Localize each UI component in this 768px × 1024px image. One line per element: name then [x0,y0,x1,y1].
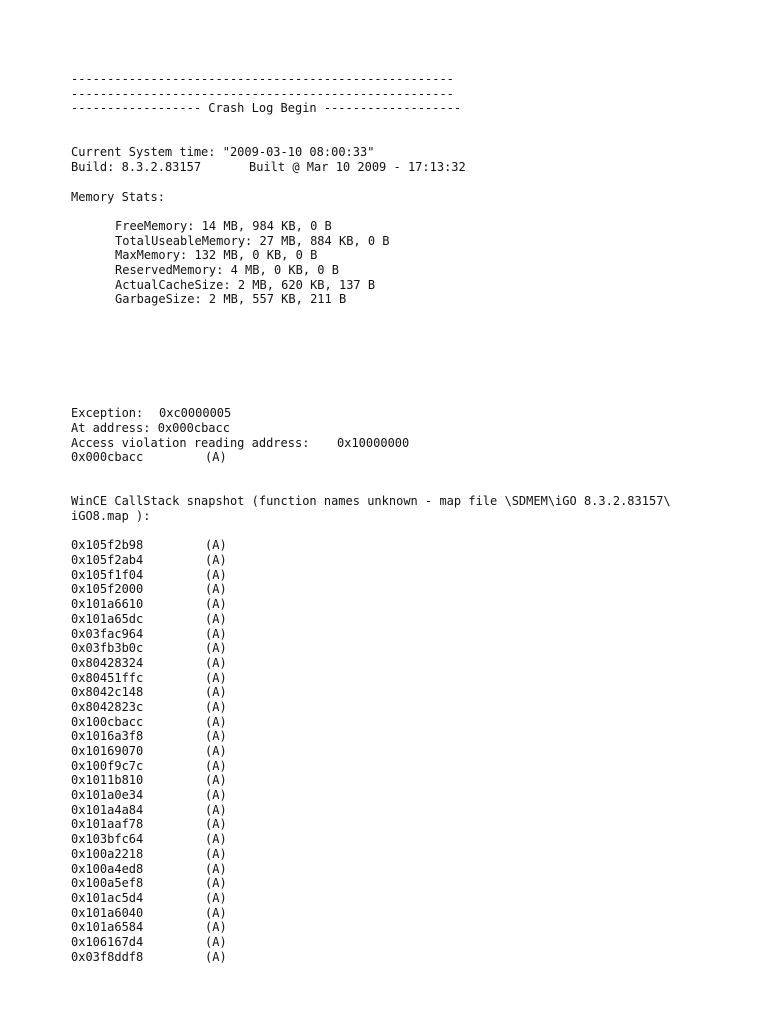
callstack-frame [71,803,731,818]
frame-flag: (A) [205,567,227,582]
callstack-frame [71,906,731,921]
frame-address: 0x101aaf78 [71,817,144,832]
frame-flag: (A) [205,905,227,920]
callstack-frame [71,891,731,906]
callstack-frame [71,700,731,715]
callstack-frame [71,935,731,950]
frame-address: 0x80428324 [71,655,144,670]
callstack-frame [71,876,731,891]
frame-address: 0x101ac5d4 [71,890,144,905]
frame-address: 0x100f9c7c [71,758,144,773]
build-value: 8.3.2.83157 [121,160,202,175]
frame-flag: (A) [205,670,227,685]
frame-flag: (A) [205,655,227,670]
frame-flag: (A) [205,758,227,773]
frame-address: 0x105f1f04 [71,567,144,582]
system-time-line [71,145,731,160]
callstack-frame [71,612,731,627]
crash-log-document [71,72,731,964]
callstack-frame [71,568,731,583]
memory-stat: TotalUseableMemory: 27 MB, 884 KB, 0 B [115,233,390,248]
frame-flag: (A) [205,582,227,597]
frame-flag: (A) [205,832,227,847]
frame-address: 0x101a6584 [71,920,144,935]
callstack-title: WinCE CallStack snapshot (function names unknown - map file \SDMEM\iGO 8.3.2.83157\ [71,494,671,509]
frame-address: 0x100cbacc [71,714,144,729]
callstack-frame [71,920,731,935]
frame-flag: (A) [205,876,227,891]
memory-stats-list [71,219,731,307]
access-violation-line [71,436,731,451]
memory-stats-title: Memory Stats: [71,189,165,204]
frame-address: 0x100a2218 [71,846,144,861]
frame-address: 0x8042c148 [71,685,144,700]
frame-address: 0x1016a3f8 [71,729,144,744]
access-violation-address: 0x10000000 [337,435,410,450]
exception-line [71,406,731,421]
frame-address: 0x03fac964 [71,626,144,641]
address-line [71,421,731,436]
callstack-frame [71,832,731,847]
callstack-frame [71,685,731,700]
separator-line: ----------------------------------------------------- [71,86,454,101]
build-line [71,160,731,175]
callstack-frame [71,759,731,774]
frame-flag: (A) [205,817,227,832]
frame-flag: (A) [205,597,227,612]
frame-flag: (A) [205,890,227,905]
callstack-frame [71,553,731,568]
callstack-frame [71,729,731,744]
frame-flag: (A) [205,685,227,700]
exception-label: Exception: [71,406,144,421]
callstack-frame [71,715,731,730]
callstack-frame [71,641,731,656]
frame-address: 0x105f2b98 [71,538,144,553]
system-time-label: Current System time: [71,145,216,160]
separator-line: ----------------------------------------------------- [71,72,454,86]
memory-stat: ActualCacheSize: 2 MB, 620 KB, 137 B [115,277,376,292]
callstack-frames [71,538,731,964]
exception-frame [71,450,731,465]
system-time-value: "2009-03-10 08:00:33" [222,145,375,160]
frame-address: 0x03f8ddf8 [71,949,144,964]
frame-address: 0x1011b810 [71,773,144,788]
memory-stat: ReservedMemory: 4 MB, 0 KB, 0 B [115,262,339,277]
frame-flag: (A) [205,641,227,656]
callstack-frame [71,627,731,642]
frame-address: 0x10169070 [71,744,144,759]
memory-stat: MaxMemory: 132 MB, 0 KB, 0 B [115,248,318,263]
frame-address: 0x105f2ab4 [71,553,144,568]
callstack-title-continued: iGO8.map ): [71,509,151,524]
frame-flag: (A) [205,714,227,729]
address-value: 0x000cbacc [157,420,230,435]
callstack-frame [71,671,731,686]
exception-code: 0xc0000005 [159,406,232,421]
frame-flag: (A) [205,744,227,759]
access-violation-label: Access violation reading address: [71,435,310,450]
frame-flag: (A) [205,788,227,803]
callstack-frame [71,862,731,877]
memory-stat: FreeMemory: 14 MB, 984 KB, 0 B [115,218,332,233]
callstack-frame [71,817,731,832]
frame-flag: (A) [205,538,227,553]
frame-flag: (A) [205,846,227,861]
frame-address: 0x03fb3b0c [71,641,144,656]
frame-flag: (A) [205,802,227,817]
frame-address: 0x103bfc64 [71,832,144,847]
frame-flag: (A) [205,626,227,641]
build-info [71,160,249,175]
frame-address: 0x8042823c [71,699,144,714]
frame-flag: (A) [205,699,227,714]
frame-flag: (A) [205,934,227,949]
callstack-frame [71,656,731,671]
callstack-frame [71,744,731,759]
built-at: Built @ Mar 10 2009 - 17:13:32 [249,160,466,175]
frame-address: 0x101a6610 [71,597,144,612]
frame-flag: (A) [205,861,227,876]
frame-address: 0x100a4ed8 [71,861,144,876]
frame-address: 0x105f2000 [71,582,144,597]
callstack-frame [71,950,731,965]
frame-address: 0x101a0e34 [71,788,144,803]
callstack-frame [71,773,731,788]
frame-flag: (A) [205,611,227,626]
frame-flag: (A) [205,773,227,788]
callstack-frame [71,847,731,862]
frame-address: 0x80451ffc [71,670,144,685]
frame-flag: (A) [205,553,227,568]
frame-flag: (A) [205,920,227,935]
callstack-frame [71,538,731,553]
memory-stat: GarbageSize: 2 MB, 557 KB, 211 B [115,292,347,307]
crash-log-title: ------------------ Crash Log Begin ------------------- [71,101,462,116]
frame-address: 0x100a5ef8 [71,876,144,891]
callstack-frame [71,788,731,803]
frame-flag: (A) [205,949,227,964]
frame-address: 0x106167d4 [71,934,144,949]
frame-address: 0x101a65dc [71,611,144,626]
callstack-frame [71,582,731,597]
frame-address: 0x101a4a84 [71,802,144,817]
frame-address: 0x000cbacc [71,450,144,465]
callstack-frame [71,597,731,612]
frame-address: 0x101a6040 [71,905,144,920]
address-label: At address: [71,420,151,435]
frame-flag: (A) [205,450,227,465]
build-label: Build: [71,160,115,175]
frame-flag: (A) [205,729,227,744]
